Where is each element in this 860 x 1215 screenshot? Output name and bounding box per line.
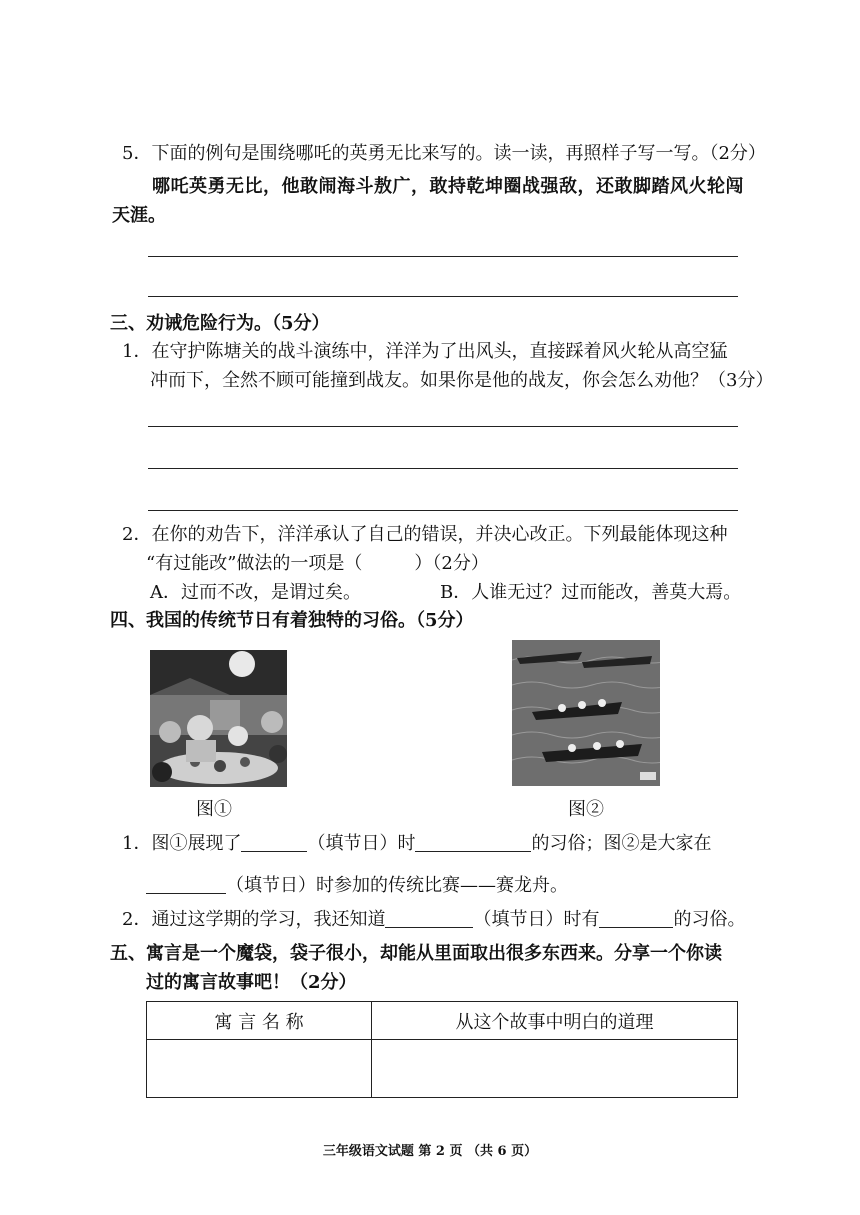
festival-2-blank[interactable]	[146, 875, 226, 894]
section-5-heading-line2: 过的寓言故事吧！（2分）	[146, 972, 357, 993]
option-b[interactable]: B．人谁无过？过而能改，善莫大焉。	[440, 582, 742, 603]
q5-prompt: 5．下面的例句是围绕哪吒的英勇无比来写的。读一读，再照样子写一写。（2分）	[122, 143, 766, 164]
s3-q2-line2-b: ）（2分）	[414, 553, 489, 574]
s3-q2-line2-a: “有过能改”做法的一项是（	[146, 553, 363, 574]
q5-example-line2: 天涯。	[112, 205, 166, 226]
s4-q2-a: 2．通过这学期的学习，我还知道	[122, 909, 386, 930]
fable-name-cell[interactable]	[147, 1040, 372, 1098]
s4-q1-d: （填节日）时参加的传统比赛——赛龙舟。	[226, 875, 568, 896]
custom-3-blank[interactable]	[599, 909, 673, 928]
section-5-heading-line1: 五、寓言是一个魔袋，袋子很小，却能从里面取出很多东西来。分享一个你读	[110, 943, 722, 964]
s3-q1-answer-line-3[interactable]	[148, 510, 738, 511]
s4-q1-c: 的习俗；图②是大家在	[531, 833, 712, 854]
s3-q1-line2: 冲而下，全然不顾可能撞到战友。如果你是他的战友，你会怎么劝他？（3分）	[150, 370, 774, 391]
festival-3-blank[interactable]	[385, 909, 473, 928]
figure-2-caption: 图②	[568, 799, 604, 820]
s4-q2-line	[122, 907, 745, 933]
s3-q2-line1: 2．在你的劝告下，洋洋承认了自己的错误，并决心改正。下列最能体现这种	[122, 524, 728, 545]
fable-lesson-cell[interactable]	[372, 1040, 738, 1098]
s4-q2-b: （填节日）时有	[473, 909, 600, 930]
section-4-heading: 四、我国的传统节日有着独特的习俗。（5分）	[110, 610, 474, 631]
s4-q1-b: （填节日）时	[307, 833, 416, 854]
s3-q2-line2	[146, 551, 489, 577]
option-a[interactable]: A．过而不改，是谓过矣。	[150, 582, 361, 603]
q5-example-line1: 哪吒英勇无比，他敢闹海斗敖广，敢持乾坤圈战强敌，还敢脚踏风火轮闯	[152, 176, 744, 197]
s4-q2-c: 的习俗。	[673, 909, 746, 930]
s3-q1-line1: 1．在守护陈塘关的战斗演练中，洋洋为了出风头，直接踩着风火轮从高空猛	[122, 341, 728, 362]
s4-q1-line2	[146, 873, 568, 899]
s4-q1-a: 1．图①展现了	[122, 833, 242, 854]
dragon-boat-race-illustration	[512, 640, 660, 786]
fable-table	[146, 1001, 738, 1098]
figure-1-image	[150, 650, 287, 787]
fable-name-header: 寓 言 名 称	[147, 1002, 372, 1040]
q5-answer-line-2[interactable]	[148, 296, 738, 297]
page-footer: 三年级语文试题 第 2 页 （共 6 页）	[322, 1144, 538, 1159]
family-dinner-illustration	[150, 650, 287, 787]
s3-q1-answer-line-1[interactable]	[148, 426, 738, 427]
q5-answer-line-1[interactable]	[148, 256, 738, 257]
fable-lesson-header: 从这个故事中明白的道理	[372, 1002, 738, 1040]
figure-2-image	[512, 640, 660, 786]
s3-q1-answer-line-2[interactable]	[148, 468, 738, 469]
s4-q1-line1	[122, 831, 711, 857]
custom-1-blank[interactable]	[415, 833, 531, 852]
section-3-heading: 三、劝诫危险行为。（5分）	[110, 313, 330, 334]
figure-1-caption: 图①	[196, 799, 232, 820]
festival-1-blank[interactable]	[241, 833, 307, 852]
